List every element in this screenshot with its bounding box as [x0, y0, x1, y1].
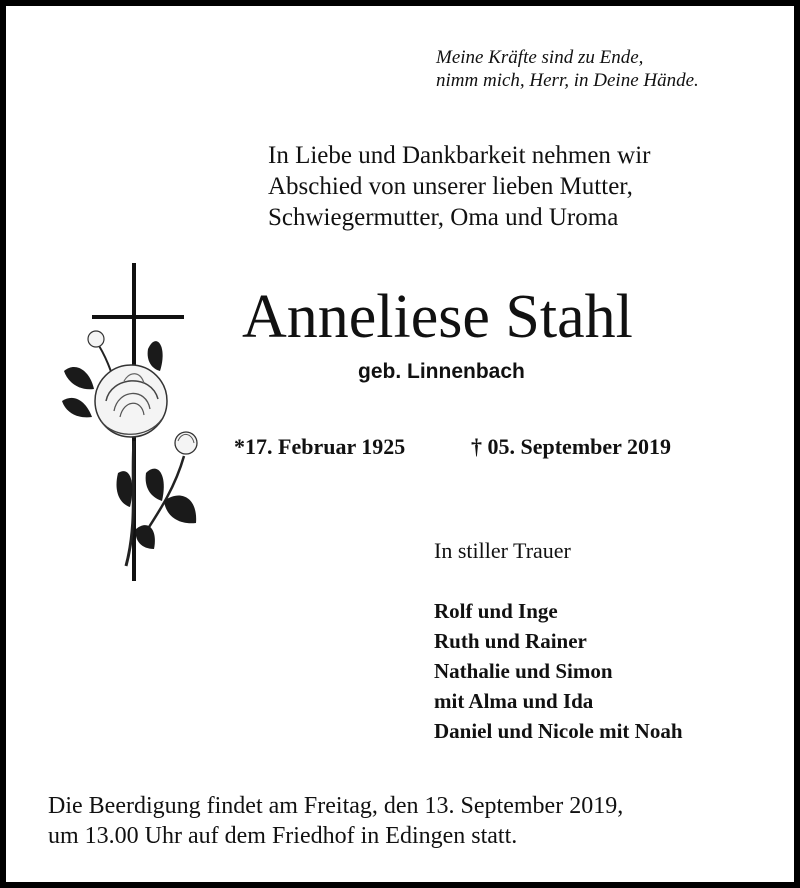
family-list	[434, 596, 683, 746]
mourning-label: In stiller Trauer	[434, 538, 571, 563]
funeral-line: Die Beerdigung findet am Freitag, den 13. September 2019,	[48, 793, 624, 819]
deceased-name: Anneliese Stahl	[242, 283, 633, 351]
intro-line: Schwiegermutter, Oma und Uroma	[268, 204, 619, 231]
family-member: Daniel und Nicole mit Noah	[434, 719, 683, 743]
funeral-line: um 13.00 Uhr auf dem Friedhof in Edingen statt.	[48, 823, 518, 849]
intro-line: Abschied von unserer lieben Mutter,	[268, 173, 633, 200]
family-member: Nathalie und Simon	[434, 659, 613, 683]
motto-line: nimm mich, Herr, in Deine Hände.	[436, 70, 699, 91]
maiden-name: geb. Linnenbach	[358, 360, 525, 383]
intro-text	[268, 140, 768, 233]
birth-date: *17. Februar 1925	[234, 434, 406, 459]
motto-verse	[436, 46, 776, 92]
motto-line: Meine Kräfte sind zu Ende,	[436, 47, 644, 68]
intro-line: In Liebe und Dankbarkeit nehmen wir	[268, 142, 651, 169]
family-member: mit Alma und Ida	[434, 689, 594, 713]
death-date: † 05. September 2019	[471, 434, 672, 459]
cross-with-rose-icon	[56, 261, 206, 591]
funeral-info	[48, 791, 768, 851]
family-member: Ruth und Rainer	[434, 629, 587, 653]
family-member: Rolf und Inge	[434, 599, 558, 623]
